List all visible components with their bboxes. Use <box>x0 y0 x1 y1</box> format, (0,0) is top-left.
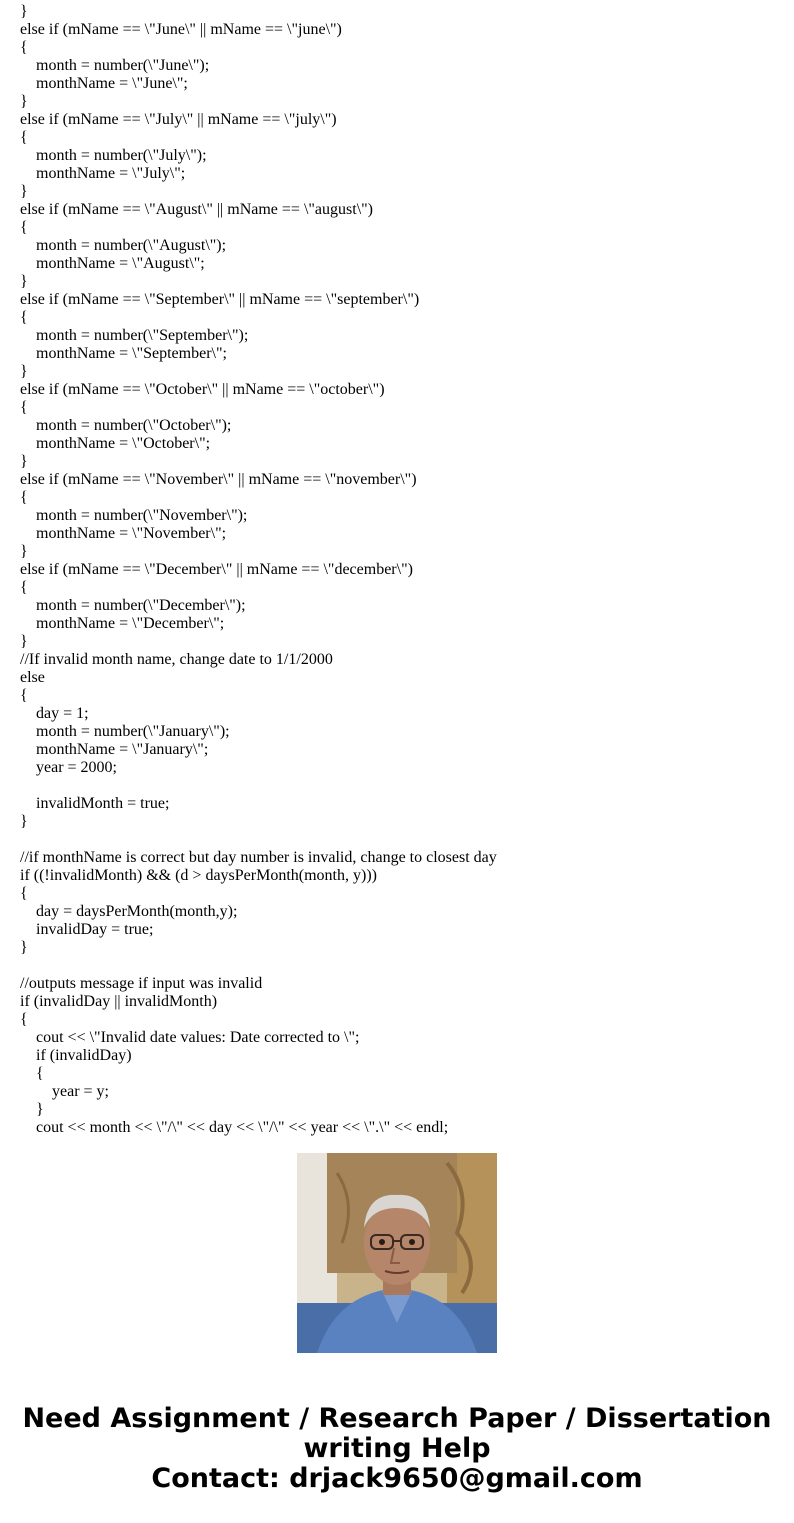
code-line: { <box>20 687 28 704</box>
code-line: { <box>20 1011 28 1028</box>
code-line: } <box>20 363 28 380</box>
code-line: else if (mName == \"June\" || mName == \"june\") <box>20 21 342 38</box>
code-line: //If invalid month name, change date to 1/1/2000 <box>20 651 333 668</box>
code-line: } <box>20 93 28 110</box>
code-line: else if (mName == \"August\" || mName == \"august\") <box>20 201 374 218</box>
promo-line-3: Contact: drjack9650@gmail.com <box>151 1463 643 1494</box>
code-line: cout << month << \"/\" << day << \"/\" << year << \".\" << endl; <box>20 1119 449 1136</box>
code-line: if ((!invalidMonth) && (d > daysPerMonth(month, y))) <box>20 867 377 884</box>
code-line: } <box>20 183 28 200</box>
code-line: year = y; <box>20 1083 109 1100</box>
code-line: } <box>20 273 28 290</box>
code-line: monthName = \"June\"; <box>20 75 188 92</box>
code-line: month = number(\"July\"); <box>20 147 207 164</box>
code-line: { <box>20 309 28 326</box>
code-line: month = number(\"November\"); <box>20 507 248 524</box>
code-line: monthName = \"January\"; <box>20 741 209 758</box>
promo-line-2: writing Help <box>303 1433 491 1464</box>
code-line: else if (mName == \"October\" || mName == \"october\") <box>20 381 385 398</box>
code-line: { <box>20 885 28 902</box>
code-line: //outputs message if input was invalid <box>20 975 263 992</box>
code-line: } <box>20 813 28 830</box>
code-line: month = number(\"August\"); <box>20 237 227 254</box>
code-line: cout << \"Invalid date values: Date corrected to \"; <box>20 1029 360 1046</box>
code-line: else if (mName == \"December\" || mName == \"december\") <box>20 561 413 578</box>
code-line: else if (mName == \"September\" || mName == \"september\") <box>20 291 420 308</box>
code-line: { <box>20 39 28 56</box>
code-line: } <box>20 3 28 20</box>
code-line: day = 1; <box>20 705 89 722</box>
code-line: invalidDay = true; <box>20 921 154 938</box>
code-line: } <box>20 939 28 956</box>
author-photo <box>297 1153 497 1353</box>
code-line: month = number(\"June\"); <box>20 57 210 74</box>
code-line: { <box>20 129 28 146</box>
code-listing <box>20 3 780 1136</box>
code-line: monthName = \"December\"; <box>20 615 225 632</box>
code-line: invalidMonth = true; <box>20 795 170 812</box>
code-line: monthName = \"November\"; <box>20 525 227 542</box>
code-line: if (invalidDay || invalidMonth) <box>20 993 218 1010</box>
code-line: } <box>20 1101 44 1118</box>
code-line: monthName = \"October\"; <box>20 435 211 452</box>
code-line: month = number(\"October\"); <box>20 417 232 434</box>
promo-banner <box>0 1404 794 1494</box>
promo-line-1: Need Assignment / Research Paper / Dissertation <box>22 1403 772 1434</box>
code-line: } <box>20 543 28 560</box>
code-line: } <box>20 633 28 650</box>
code-line: monthName = \"July\"; <box>20 165 186 182</box>
code-line: { <box>20 489 28 506</box>
code-line: else if (mName == \"July\" || mName == \"july\") <box>20 111 337 128</box>
code-line: //if monthName is correct but day number is invalid, change to closest day <box>20 849 497 866</box>
code-line: monthName = \"August\"; <box>20 255 205 272</box>
code-line: month = number(\"December\"); <box>20 597 246 614</box>
code-line: { <box>20 399 28 416</box>
code-line <box>20 777 780 795</box>
code-line: { <box>20 1065 44 1082</box>
code-line: year = 2000; <box>20 759 117 776</box>
code-line <box>20 831 780 849</box>
code-line: month = number(\"January\"); <box>20 723 230 740</box>
code-line: { <box>20 579 28 596</box>
code-line <box>20 957 780 975</box>
author-photo-image <box>297 1153 497 1353</box>
code-line: monthName = \"September\"; <box>20 345 227 362</box>
code-line: month = number(\"September\"); <box>20 327 249 344</box>
code-line: } <box>20 453 28 470</box>
code-line: else <box>20 669 45 686</box>
code-line: if (invalidDay) <box>20 1047 132 1064</box>
code-line: day = daysPerMonth(month,y); <box>20 903 238 920</box>
code-line: else if (mName == \"November\" || mName == \"november\") <box>20 471 417 488</box>
code-line: { <box>20 219 28 236</box>
